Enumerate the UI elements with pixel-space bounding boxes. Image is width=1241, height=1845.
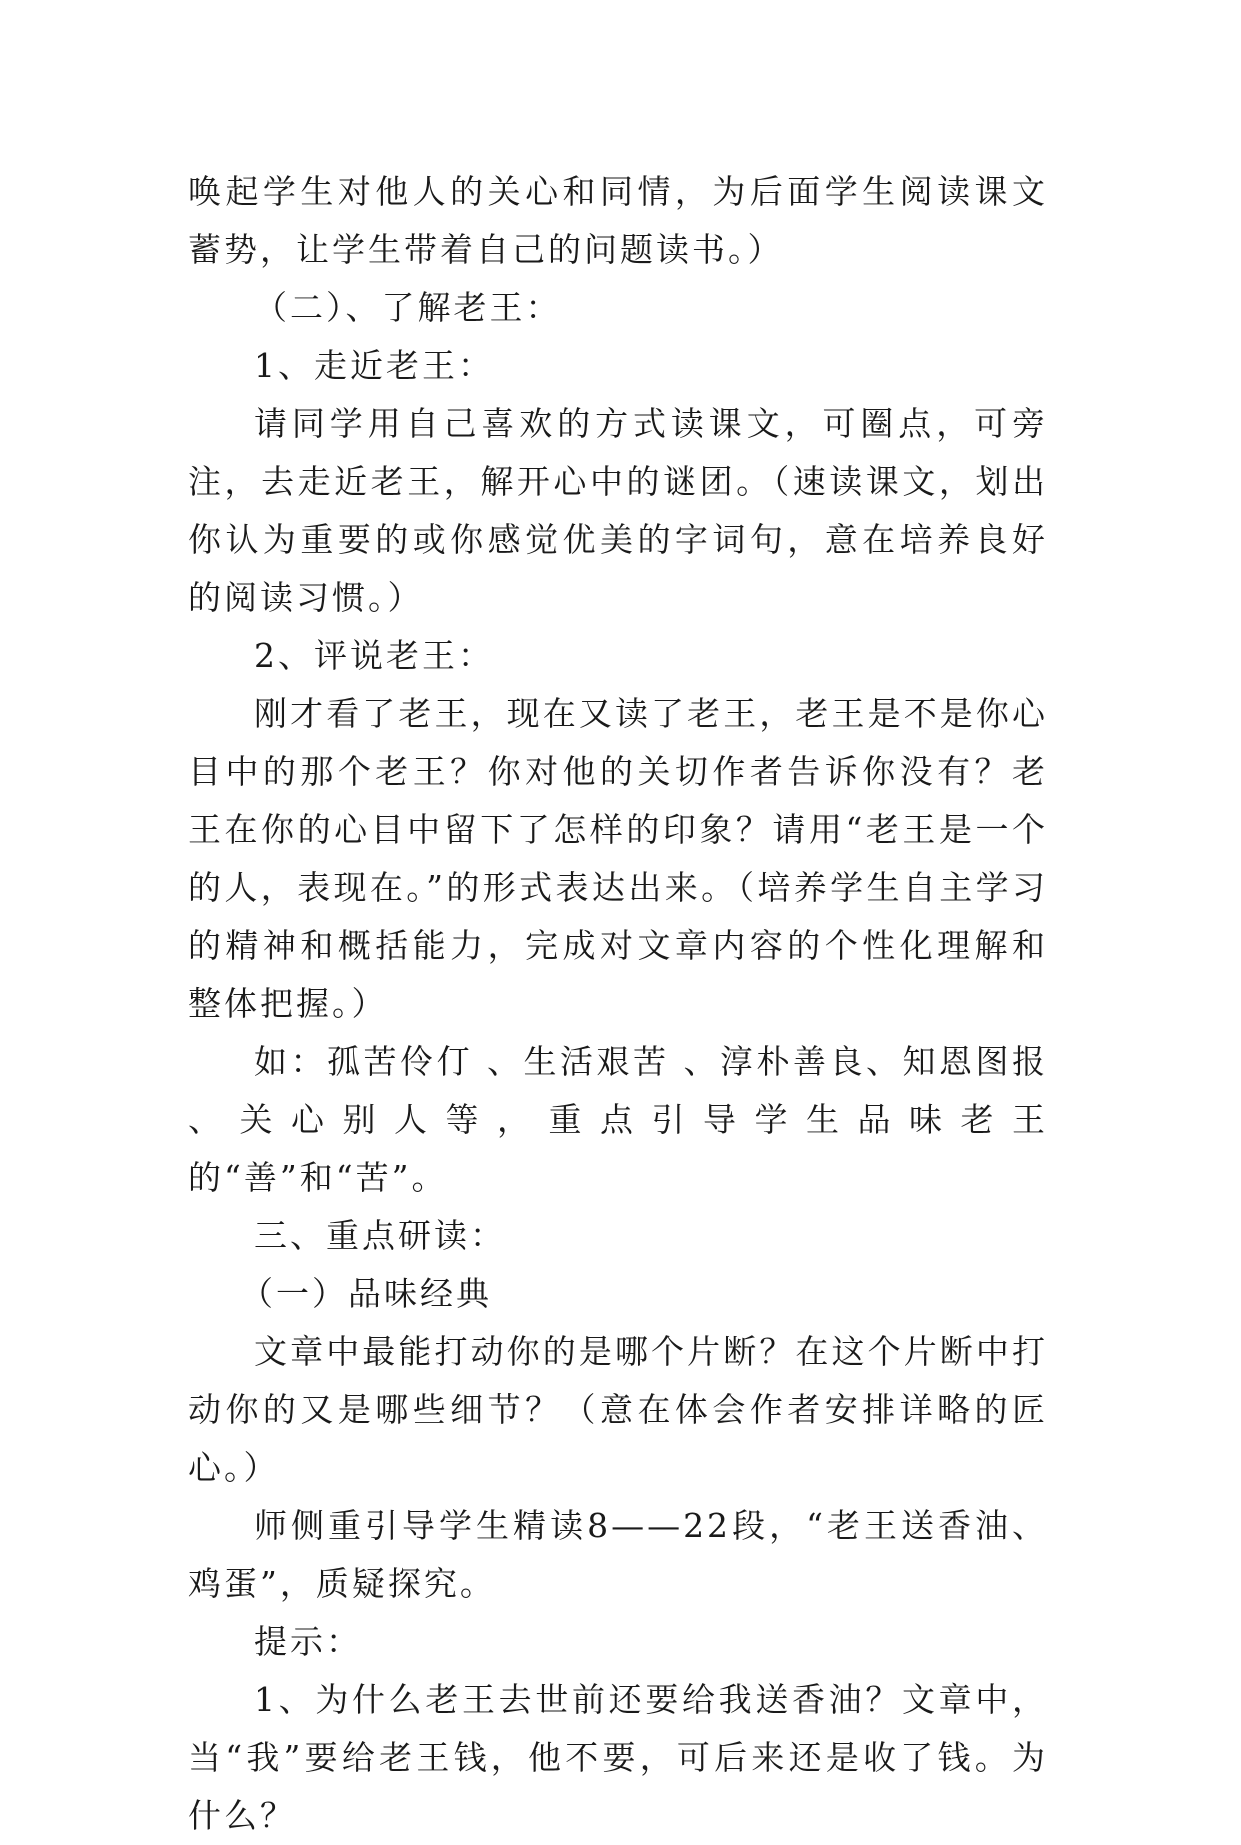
paragraph-example-traits: 如：孤苦伶仃 、生活艰苦 、淳朴善良、知恩图报 、关心别人等，重点引导学生品味老王的“善”和“苦”。 [188, 1042, 1048, 1197]
section-heading-key-study: 三、重点研读： [254, 1216, 506, 1255]
paragraph-touching-passage: 文章中最能打动你的是哪个片断？在这个片断中打动你的又是哪些细节？（意在体会作者安排详略的匠心。） [188, 1332, 1048, 1487]
paragraph-question-1: 1、为什么老王去世前还要给我送香油？文章中，当“我”要给老王钱，他不要，可后来还是收了钱。为什么？ [188, 1680, 1048, 1835]
paragraph-guided-reading: 师侧重引导学生精读8——22段，“老王送香油、鸡蛋”，质疑探究。 [188, 1506, 1048, 1603]
document-body [188, 163, 1048, 1845]
section-heading-understand-laowang: （二）、了解老王： [254, 288, 562, 327]
subheading-comment-laowang: 2、评说老王： [254, 636, 494, 675]
paragraph-continuation: 唤起学生对他人的关心和同情，为后面学生阅读课文蓄势，让学生带着自己的问题读书。） [188, 172, 1048, 269]
subheading-approach-laowang: 1、走近老王： [254, 346, 494, 385]
subheading-hint: 提示： [254, 1622, 362, 1661]
subheading-savor-classics: （一）品味经典 [240, 1274, 492, 1313]
paragraph-comment-prompt: 刚才看了老王，现在又读了老王，老王是不是你心目中的那个老王？你对他的关切作者告诉你没有？老王在你的心目中留下了怎样的印象？请用“老王是一个的人，表现在。”的形式表达出来。（培养学生自主学习的精神和概括能力，完成对文章内容的个性化理解和整体把握。） [188, 694, 1048, 1023]
paragraph-reading-instruction: 请同学用自己喜欢的方式读课文，可圈点，可旁注，去走近老王，解开心中的谜团。（速读课文，划出你认为重要的或你感觉优美的字词句，意在培养良好的阅读习惯。） [188, 404, 1048, 617]
